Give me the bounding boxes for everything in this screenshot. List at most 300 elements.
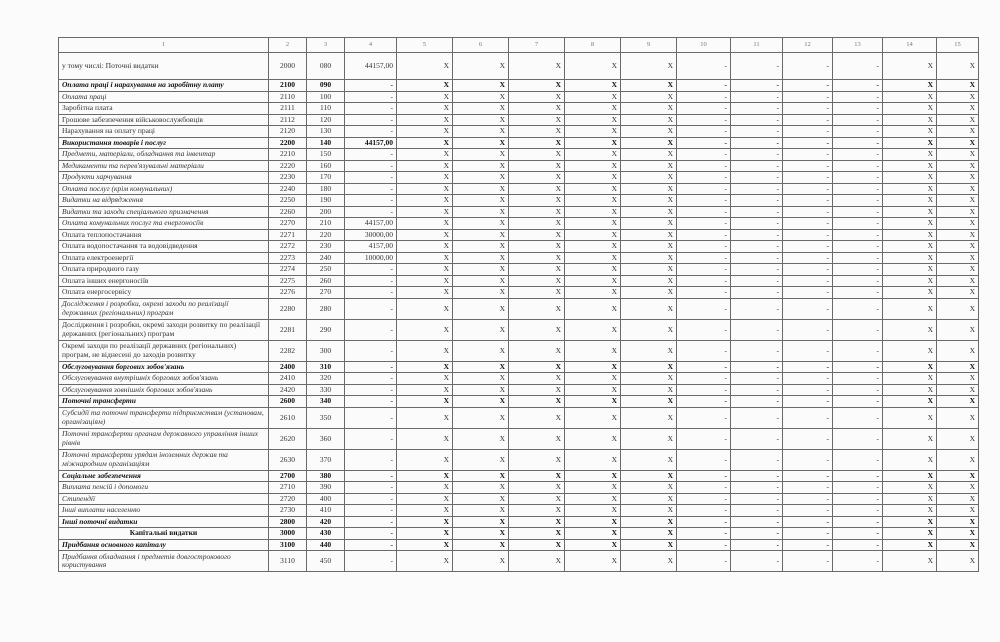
value-cell: X — [509, 528, 565, 540]
value-cell: X — [937, 470, 979, 482]
value-cell: X — [883, 449, 937, 470]
table-row — [59, 275, 979, 287]
value-cell: - — [731, 206, 783, 218]
table-row — [59, 172, 979, 184]
kekv-code-cell: 2250 — [269, 195, 307, 207]
table-row — [59, 264, 979, 276]
value-cell: X — [937, 103, 979, 115]
value-cell: X — [397, 287, 453, 299]
value-cell: X — [453, 298, 509, 319]
row-label: Використання товарів і послуг — [59, 137, 269, 149]
row-label: Предмети, матеріали, обладнання та інвентар — [59, 149, 269, 161]
kekv-code-cell: 2720 — [269, 493, 307, 505]
value-cell: X — [565, 114, 621, 126]
value-cell: X — [565, 149, 621, 161]
value-cell: - — [783, 287, 833, 299]
row-label: Соціальне забезпечення — [59, 470, 269, 482]
value-cell: X — [937, 319, 979, 340]
table-row — [59, 103, 979, 115]
row-label: Поточні трансферти урядам іноземних держав та міжнародним організаціям — [59, 449, 269, 470]
table-row — [59, 340, 979, 361]
amount-cell: - — [345, 80, 397, 92]
value-cell: X — [397, 241, 453, 253]
value-cell: X — [397, 160, 453, 172]
value-cell: X — [621, 137, 677, 149]
kekv-code-cell: 3100 — [269, 539, 307, 551]
value-cell: X — [397, 493, 453, 505]
value-cell: - — [783, 149, 833, 161]
value-cell: X — [621, 516, 677, 528]
value-cell: X — [565, 206, 621, 218]
value-cell: - — [731, 172, 783, 184]
value-cell: X — [565, 137, 621, 149]
column-number-cell: 9 — [621, 38, 677, 53]
value-cell: X — [883, 373, 937, 385]
value-cell: X — [621, 340, 677, 361]
value-cell: X — [565, 229, 621, 241]
value-cell: - — [677, 287, 731, 299]
value-cell: X — [621, 252, 677, 264]
value-cell: X — [937, 482, 979, 494]
value-cell: X — [883, 407, 937, 428]
value-cell: X — [883, 172, 937, 184]
value-cell: - — [833, 493, 883, 505]
value-cell: - — [833, 137, 883, 149]
value-cell: X — [565, 160, 621, 172]
value-cell: X — [937, 373, 979, 385]
amount-cell: - — [345, 516, 397, 528]
value-cell: X — [937, 241, 979, 253]
table-row — [59, 114, 979, 126]
value-cell: X — [621, 172, 677, 184]
column-number-row — [59, 38, 979, 53]
value-cell: - — [783, 516, 833, 528]
value-cell: X — [453, 114, 509, 126]
row-label: Поточні трансферти — [59, 396, 269, 408]
value-cell: - — [783, 470, 833, 482]
table-row — [59, 91, 979, 103]
value-cell: X — [883, 103, 937, 115]
value-cell: - — [833, 340, 883, 361]
kekv-code-cell: 2111 — [269, 103, 307, 115]
value-cell: X — [509, 275, 565, 287]
row-label: Видатки на відрядження — [59, 195, 269, 207]
table-row — [59, 241, 979, 253]
kekv-code-cell: 2700 — [269, 470, 307, 482]
value-cell: X — [509, 340, 565, 361]
row-label: Оплата праці — [59, 91, 269, 103]
value-cell: X — [883, 80, 937, 92]
column-number-cell: 11 — [731, 38, 783, 53]
value-cell: - — [677, 195, 731, 207]
value-cell: X — [621, 373, 677, 385]
value-cell: X — [397, 218, 453, 230]
row-label: Оплата послуг (крім комунальних) — [59, 183, 269, 195]
value-cell: - — [677, 126, 731, 138]
value-cell: X — [937, 149, 979, 161]
value-cell: X — [453, 206, 509, 218]
kekv-code-cell: 2273 — [269, 252, 307, 264]
line-code-cell: 100 — [307, 91, 345, 103]
value-cell: X — [883, 539, 937, 551]
value-cell: X — [883, 470, 937, 482]
value-cell: X — [509, 361, 565, 373]
value-cell: X — [937, 539, 979, 551]
value-cell: X — [397, 195, 453, 207]
value-cell: X — [883, 264, 937, 276]
value-cell: X — [883, 340, 937, 361]
value-cell: X — [509, 319, 565, 340]
value-cell: - — [731, 482, 783, 494]
kekv-code-cell: 2600 — [269, 396, 307, 408]
value-cell: X — [509, 287, 565, 299]
kekv-code-cell: 2730 — [269, 505, 307, 517]
table-row — [59, 407, 979, 428]
table-row — [59, 528, 979, 540]
value-cell: - — [677, 319, 731, 340]
row-label: Оплата праці і нарахування на заробітну плату — [59, 80, 269, 92]
value-cell: X — [565, 340, 621, 361]
value-cell: X — [453, 53, 509, 80]
amount-cell: - — [345, 470, 397, 482]
value-cell: - — [833, 149, 883, 161]
value-cell: - — [783, 384, 833, 396]
value-cell: X — [397, 482, 453, 494]
amount-cell: 44157,00 — [345, 218, 397, 230]
kekv-code-cell: 2110 — [269, 91, 307, 103]
value-cell: - — [783, 206, 833, 218]
value-cell: X — [565, 361, 621, 373]
line-code-cell: 370 — [307, 449, 345, 470]
amount-cell: 44157,00 — [345, 53, 397, 80]
value-cell: X — [453, 319, 509, 340]
value-cell: X — [453, 149, 509, 161]
value-cell: - — [731, 218, 783, 230]
value-cell: X — [883, 298, 937, 319]
value-cell: X — [453, 126, 509, 138]
line-code-cell: 360 — [307, 428, 345, 449]
value-cell: - — [833, 126, 883, 138]
value-cell: - — [833, 80, 883, 92]
value-cell: - — [731, 264, 783, 276]
value-cell: X — [565, 482, 621, 494]
value-cell: - — [783, 539, 833, 551]
value-cell: X — [565, 298, 621, 319]
value-cell: X — [397, 340, 453, 361]
table-row — [59, 206, 979, 218]
value-cell: X — [883, 126, 937, 138]
kekv-code-cell: 3110 — [269, 551, 307, 572]
line-code-cell: 430 — [307, 528, 345, 540]
table-row — [59, 137, 979, 149]
value-cell: X — [621, 384, 677, 396]
value-cell: X — [509, 482, 565, 494]
value-cell: X — [509, 137, 565, 149]
value-cell: X — [397, 206, 453, 218]
value-cell: X — [397, 539, 453, 551]
value-cell: - — [677, 80, 731, 92]
value-cell: X — [937, 287, 979, 299]
kekv-code-cell: 2280 — [269, 298, 307, 319]
table-row — [59, 287, 979, 299]
value-cell: X — [509, 91, 565, 103]
amount-cell: 4157,00 — [345, 241, 397, 253]
value-cell: - — [731, 149, 783, 161]
value-cell: X — [937, 229, 979, 241]
table-row — [59, 126, 979, 138]
value-cell: - — [833, 195, 883, 207]
value-cell: - — [677, 183, 731, 195]
value-cell: X — [453, 229, 509, 241]
column-number-cell: 4 — [345, 38, 397, 53]
value-cell: - — [783, 449, 833, 470]
value-cell: X — [453, 195, 509, 207]
value-cell: X — [883, 252, 937, 264]
amount-cell: - — [345, 206, 397, 218]
value-cell: - — [731, 505, 783, 517]
value-cell: X — [565, 172, 621, 184]
value-cell: X — [397, 114, 453, 126]
value-cell: - — [677, 428, 731, 449]
value-cell: X — [397, 137, 453, 149]
value-cell: - — [783, 528, 833, 540]
value-cell: X — [937, 218, 979, 230]
value-cell: X — [453, 470, 509, 482]
kekv-code-cell: 2420 — [269, 384, 307, 396]
value-cell: X — [621, 319, 677, 340]
kekv-code-cell: 2000 — [269, 53, 307, 80]
value-cell: X — [397, 103, 453, 115]
amount-cell: - — [345, 149, 397, 161]
amount-cell: - — [345, 482, 397, 494]
value-cell: X — [397, 264, 453, 276]
value-cell: X — [565, 396, 621, 408]
kekv-code-cell: 2240 — [269, 183, 307, 195]
line-code-cell: 200 — [307, 206, 345, 218]
table-row — [59, 373, 979, 385]
value-cell: - — [783, 241, 833, 253]
kekv-code-cell: 2275 — [269, 275, 307, 287]
kekv-code-cell: 2800 — [269, 516, 307, 528]
value-cell: X — [621, 195, 677, 207]
line-code-cell: 140 — [307, 137, 345, 149]
value-cell: - — [783, 428, 833, 449]
value-cell: - — [783, 137, 833, 149]
value-cell: X — [509, 103, 565, 115]
value-cell: X — [937, 264, 979, 276]
value-cell: - — [677, 91, 731, 103]
line-code-cell: 090 — [307, 80, 345, 92]
line-code-cell: 120 — [307, 114, 345, 126]
value-cell: X — [509, 551, 565, 572]
value-cell: X — [453, 551, 509, 572]
value-cell: X — [453, 340, 509, 361]
value-cell: X — [453, 252, 509, 264]
row-label: Виплата пенсій і допомоги — [59, 482, 269, 494]
value-cell: - — [783, 264, 833, 276]
value-cell: X — [883, 319, 937, 340]
value-cell: X — [883, 137, 937, 149]
table-row — [59, 493, 979, 505]
value-cell: - — [833, 298, 883, 319]
value-cell: X — [565, 183, 621, 195]
value-cell: X — [453, 505, 509, 517]
value-cell: X — [937, 206, 979, 218]
value-cell: X — [397, 396, 453, 408]
column-number-cell: 12 — [783, 38, 833, 53]
value-cell: X — [509, 470, 565, 482]
value-cell: X — [453, 264, 509, 276]
kekv-code-cell: 2276 — [269, 287, 307, 299]
value-cell: - — [677, 516, 731, 528]
value-cell: - — [731, 80, 783, 92]
value-cell: X — [453, 361, 509, 373]
amount-cell: - — [345, 361, 397, 373]
table-row — [59, 482, 979, 494]
value-cell: - — [731, 126, 783, 138]
value-cell: X — [621, 103, 677, 115]
value-cell: X — [565, 319, 621, 340]
value-cell: X — [621, 53, 677, 80]
value-cell: X — [509, 449, 565, 470]
value-cell: X — [565, 373, 621, 385]
value-cell: X — [509, 373, 565, 385]
amount-cell: - — [345, 298, 397, 319]
kekv-code-cell: 2400 — [269, 361, 307, 373]
value-cell: X — [621, 287, 677, 299]
value-cell: - — [783, 126, 833, 138]
value-cell: X — [621, 218, 677, 230]
value-cell: X — [621, 551, 677, 572]
value-cell: X — [883, 218, 937, 230]
value-cell: - — [833, 384, 883, 396]
line-code-cell: 160 — [307, 160, 345, 172]
value-cell: X — [453, 287, 509, 299]
kekv-code-cell: 2120 — [269, 126, 307, 138]
value-cell: X — [453, 528, 509, 540]
table-row — [59, 53, 979, 80]
value-cell: X — [937, 551, 979, 572]
row-label: Медикаменти та перев'язувальні матеріали — [59, 160, 269, 172]
value-cell: X — [453, 396, 509, 408]
line-code-cell: 400 — [307, 493, 345, 505]
value-cell: X — [937, 53, 979, 80]
column-number-cell: 13 — [833, 38, 883, 53]
value-cell: X — [883, 396, 937, 408]
line-code-cell: 150 — [307, 149, 345, 161]
value-cell: X — [509, 493, 565, 505]
value-cell: X — [621, 470, 677, 482]
value-cell: X — [621, 126, 677, 138]
value-cell: X — [621, 229, 677, 241]
value-cell: X — [883, 149, 937, 161]
value-cell: X — [397, 149, 453, 161]
kekv-code-cell: 2210 — [269, 149, 307, 161]
row-label: Грошове забезпечення військовослужбовців — [59, 114, 269, 126]
row-label: Оплата теплопостачання — [59, 229, 269, 241]
amount-cell: - — [345, 195, 397, 207]
value-cell: X — [397, 91, 453, 103]
value-cell: X — [397, 470, 453, 482]
value-cell: - — [833, 241, 883, 253]
value-cell: X — [937, 340, 979, 361]
amount-cell: 30000,00 — [345, 229, 397, 241]
value-cell: X — [397, 407, 453, 428]
value-cell: X — [565, 470, 621, 482]
row-label: у тому числі: Поточні видатки — [59, 53, 269, 80]
value-cell: X — [883, 505, 937, 517]
line-code-cell: 240 — [307, 252, 345, 264]
value-cell: - — [677, 264, 731, 276]
table-row — [59, 80, 979, 92]
column-number-cell: 2 — [269, 38, 307, 53]
row-label: Придбання основного капіталу — [59, 539, 269, 551]
line-code-cell: 280 — [307, 298, 345, 319]
value-cell: X — [509, 183, 565, 195]
value-cell: - — [833, 361, 883, 373]
value-cell: X — [565, 428, 621, 449]
row-label: Продукти харчування — [59, 172, 269, 184]
amount-cell: - — [345, 183, 397, 195]
value-cell: - — [833, 516, 883, 528]
value-cell: - — [783, 396, 833, 408]
value-cell: X — [937, 361, 979, 373]
value-cell: X — [397, 229, 453, 241]
row-label: Оплата електроенергії — [59, 252, 269, 264]
value-cell: X — [883, 206, 937, 218]
value-cell: X — [453, 482, 509, 494]
amount-cell: - — [345, 319, 397, 340]
value-cell: X — [621, 407, 677, 428]
kekv-code-cell: 2112 — [269, 114, 307, 126]
value-cell: X — [453, 183, 509, 195]
row-label: Оплата інших енергоносіїв — [59, 275, 269, 287]
value-cell: - — [731, 103, 783, 115]
value-cell: - — [833, 183, 883, 195]
value-cell: X — [509, 428, 565, 449]
value-cell: - — [783, 505, 833, 517]
value-cell: - — [833, 114, 883, 126]
column-number-cell: 8 — [565, 38, 621, 53]
value-cell: X — [621, 264, 677, 276]
value-cell: X — [937, 91, 979, 103]
value-cell: X — [397, 384, 453, 396]
value-cell: X — [509, 384, 565, 396]
value-cell: X — [621, 493, 677, 505]
value-cell: - — [783, 183, 833, 195]
value-cell: X — [509, 516, 565, 528]
line-code-cell: 310 — [307, 361, 345, 373]
row-label: Окремі заходи по реалізації державних (регіональних) програм, не віднесені до заходів розвитку — [59, 340, 269, 361]
value-cell: - — [677, 218, 731, 230]
value-cell: - — [731, 252, 783, 264]
value-cell: - — [731, 470, 783, 482]
line-code-cell: 380 — [307, 470, 345, 482]
table-row — [59, 298, 979, 319]
value-cell: - — [783, 319, 833, 340]
value-cell: - — [677, 361, 731, 373]
table-row — [59, 218, 979, 230]
value-cell: X — [397, 275, 453, 287]
value-cell: X — [397, 528, 453, 540]
value-cell: X — [565, 80, 621, 92]
value-cell: X — [937, 114, 979, 126]
value-cell: - — [731, 528, 783, 540]
value-cell: X — [883, 91, 937, 103]
value-cell: X — [937, 407, 979, 428]
value-cell: - — [783, 160, 833, 172]
row-label: Нарахування на оплату праці — [59, 126, 269, 138]
